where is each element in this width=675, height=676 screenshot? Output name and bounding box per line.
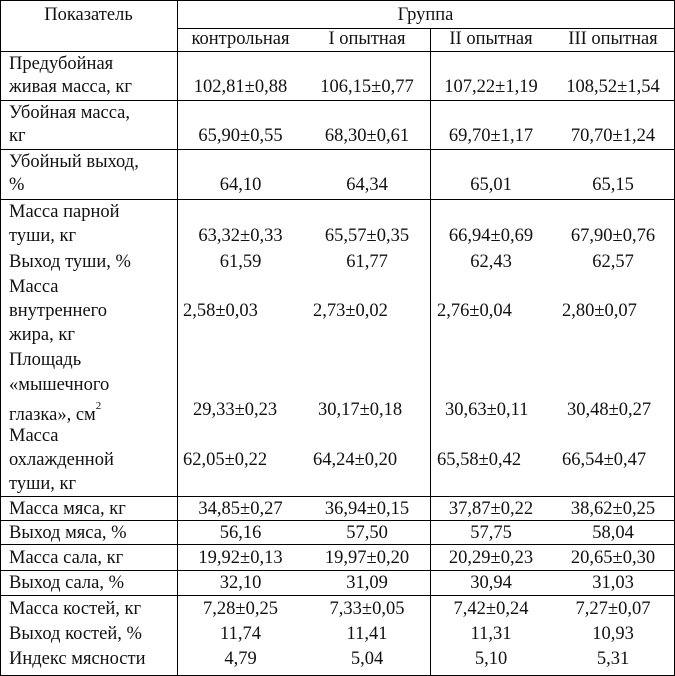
cell-value: 66,54±0,47 (562, 450, 647, 470)
header-group-3: III опытная (568, 29, 658, 49)
header-group-2: II опытная (449, 29, 533, 49)
grid-line (0, 570, 675, 571)
cell-value: 61,77 (346, 252, 388, 272)
row-label: Выход сала, % (9, 573, 124, 593)
cell-value: 34,85±0,27 (198, 499, 283, 519)
cell-value: 62,05±0,22 (183, 450, 268, 470)
row-label: кг (9, 126, 26, 146)
row-label: Выход костей, % (9, 624, 142, 644)
cell-value: 106,15±0,77 (320, 77, 414, 97)
row-label: Убойный выход, (9, 152, 139, 172)
grid-line (0, 595, 675, 596)
cell-value: 65,01 (470, 175, 512, 195)
cell-value: 61,59 (219, 252, 262, 272)
cell-value: 2,76±0,04 (437, 301, 512, 321)
grid-line (0, 0, 1, 676)
row-label: «мышечного (9, 375, 110, 395)
row-label: Масса (9, 277, 59, 297)
cell-value: 20,65±0,30 (570, 548, 656, 568)
cell-value: 65,15 (592, 175, 634, 195)
cell-value: 64,10 (219, 175, 262, 195)
row-label: Индекс мясности (9, 649, 146, 669)
cell-value: 5,10 (474, 649, 508, 669)
row-label: Убойная масса, (9, 103, 131, 123)
cell-value: 20,29±0,23 (448, 548, 534, 568)
row-label: внутреннего (9, 301, 108, 321)
cell-value: 32,10 (219, 573, 262, 593)
cell-value: 4,79 (224, 649, 257, 669)
cell-value: 68,30±0,61 (324, 126, 410, 146)
cell-value: 19,97±0,20 (324, 548, 410, 568)
header-group: Группа (397, 5, 454, 25)
superscript: 2 (95, 400, 102, 412)
cell-value: 2,73±0,02 (313, 301, 388, 321)
row-label: туши, кг (9, 226, 77, 246)
grid-line (0, 199, 675, 200)
row-label: Масса сала, кг (9, 548, 124, 568)
row-label: Выход мяса, % (9, 523, 127, 543)
cell-value: 11,31 (470, 624, 512, 644)
row-label: Масса костей, кг (9, 599, 142, 619)
cell-value: 38,62±0,25 (570, 499, 656, 519)
cell-value: 2,80±0,07 (562, 301, 637, 321)
cell-value: 62,43 (470, 252, 512, 272)
cell-value: 57,75 (470, 523, 512, 543)
cell-value: 65,90±0,55 (198, 126, 283, 146)
cell-value: 30,63±0,11 (445, 400, 529, 420)
header-group-1: I опытная (328, 29, 406, 49)
cell-value: 30,17±0,18 (318, 400, 403, 420)
row-label: туши, кг (9, 474, 77, 494)
cell-value: 64,24±0,20 (313, 450, 398, 470)
cell-value: 67,90±0,76 (570, 226, 656, 246)
cell-value: 57,50 (346, 523, 388, 543)
cell-value: 107,22±1,19 (444, 77, 538, 97)
grid-line (0, 0, 675, 1)
cell-value: 36,94±0,15 (324, 499, 410, 519)
row-label: % (9, 175, 25, 195)
cell-value: 7,27±0,07 (575, 599, 651, 619)
cell-value: 11,74 (220, 624, 261, 644)
cell-value: 30,48±0,27 (567, 400, 652, 420)
row-label: Масса парной (9, 202, 120, 222)
grid-line (0, 520, 675, 521)
grid-line (0, 149, 675, 150)
cell-value: 56,16 (219, 523, 262, 543)
cell-value: 108,52±1,54 (566, 77, 660, 97)
cell-value: 65,57±0,35 (324, 226, 410, 246)
cell-value: 11,41 (346, 624, 388, 644)
cell-value: 30,94 (470, 573, 512, 593)
cell-value: 7,28±0,25 (203, 599, 278, 619)
cell-value: 7,33±0,05 (329, 599, 405, 619)
cell-value: 62,57 (592, 252, 634, 272)
grid-line (0, 51, 675, 52)
cell-value: 64,34 (346, 175, 388, 195)
cell-value: 66,94±0,69 (448, 226, 534, 246)
row-label: Масса (9, 426, 59, 446)
row-label: жира, кг (9, 325, 75, 345)
cell-value: 65,58±0,42 (437, 450, 522, 470)
cell-value: 29,33±0,23 (193, 400, 278, 420)
grid-line (0, 544, 675, 545)
row-label: Масса мяса, кг (9, 499, 126, 519)
cell-value: 102,81±0,88 (193, 77, 288, 97)
cell-value: 7,42±0,24 (453, 599, 529, 619)
cell-value: 5,31 (596, 649, 630, 669)
cell-value: 19,92±0,13 (198, 548, 283, 568)
row-label: Предубойная (9, 54, 114, 74)
cell-value: 70,70±1,24 (570, 126, 656, 146)
cell-value: 2,58±0,03 (183, 301, 258, 321)
grid-line (0, 496, 675, 497)
header-group-control: контрольная (191, 29, 290, 49)
row-label: живая масса, кг (9, 77, 132, 97)
cell-value: 69,70±1,17 (448, 126, 534, 146)
row-label: охлажденной (9, 450, 114, 470)
row-label (9, 399, 101, 426)
cell-value: 31,03 (592, 573, 634, 593)
cell-value: 10,93 (592, 624, 634, 644)
cell-value: 63,32±0,33 (198, 226, 283, 246)
row-label: Площадь (9, 350, 82, 370)
header-indicator: Показатель (44, 5, 133, 25)
grid-line (0, 100, 675, 101)
cell-value: 5,04 (350, 649, 384, 669)
row-label: Выход туши, % (9, 252, 131, 272)
cell-value: 58,04 (592, 523, 634, 543)
row-label-text: глазка», см (9, 405, 96, 426)
cell-value: 31,09 (346, 573, 388, 593)
cell-value: 37,87±0,22 (448, 499, 534, 519)
